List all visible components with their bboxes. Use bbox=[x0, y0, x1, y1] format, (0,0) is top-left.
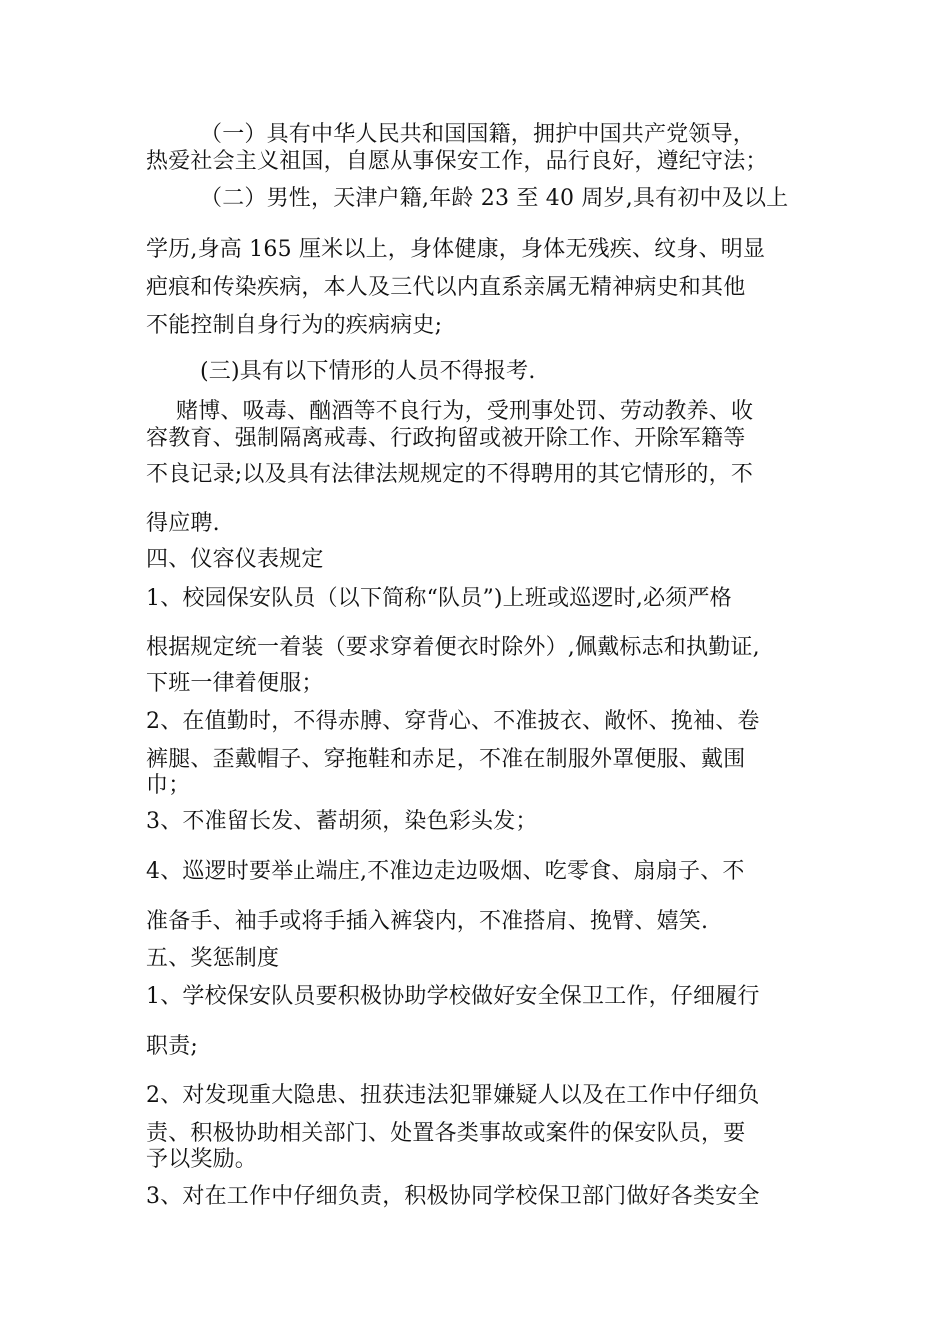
paragraph-line-10: 不良记录;以及具有法律法规规定的不得聘用的其它情形的，不 bbox=[146, 462, 754, 487]
paragraph-line-24: 职责; bbox=[146, 1034, 199, 1059]
paragraph-line-23: 1、学校保安队员要积极协助学校做好安全保卫工作，仔细履行 bbox=[146, 984, 760, 1009]
paragraph-line-26: 责、积极协助相关部门、处置各类事故或案件的保安队员，要 bbox=[146, 1121, 746, 1146]
paragraph-line-19: 3、不准留长发、蓄胡须，染色彩头发； bbox=[146, 809, 538, 834]
paragraph-line-18: 巾； bbox=[146, 773, 191, 798]
paragraph-line-4: 学历,身高 165 厘米以上，身体健康，身体无残疾、纹身、明显 bbox=[146, 237, 766, 262]
paragraph-line-21: 准备手、袖手或将手插入裤袋内，不准搭肩、挽臂、嬉笑. bbox=[146, 909, 709, 934]
paragraph-line-7: (三)具有以下情形的人员不得报考. bbox=[200, 359, 536, 384]
paragraph-line-16: 2、在值勤时，不得赤膊、穿背心、不准披衣、敞怀、挽袖、卷 bbox=[146, 709, 760, 734]
paragraph-line-15: 下班一律着便服； bbox=[146, 671, 324, 696]
paragraph-line-11: 得应聘. bbox=[146, 511, 220, 536]
paragraph-line-2: 热爱社会主义祖国，自愿从事保安工作，品行良好，遵纪守法； bbox=[146, 149, 768, 174]
paragraph-line-27: 予以奖励。 bbox=[146, 1147, 258, 1172]
paragraph-line-9: 容教育、强制隔离戒毒、行政拘留或被开除工作、开除军籍等 bbox=[146, 426, 746, 451]
paragraph-line-14: 根据规定统一着装（要求穿着便衣时除外）,佩戴标志和执勤证, bbox=[146, 635, 760, 660]
paragraph-line-3: （二）男性，天津户籍,年龄 23 至 40 周岁,具有初中及以上 bbox=[200, 186, 789, 211]
paragraph-line-6: 不能控制自身行为的疾病病史; bbox=[146, 313, 443, 338]
paragraph-line-25: 2、对发现重大隐患、扭获违法犯罪嫌疑人以及在工作中仔细负 bbox=[146, 1083, 760, 1108]
section-heading-4: 四、仪容仪表规定 bbox=[146, 547, 324, 572]
paragraph-line-8: 赌博、吸毒、酗酒等不良行为，受刑事处罚、劳动教养、收 bbox=[176, 399, 754, 424]
paragraph-line-13: 1、校园保安队员（以下简称“队员”)上班或巡逻时,必须严格 bbox=[146, 586, 732, 611]
section-heading-5: 五、奖惩制度 bbox=[146, 946, 280, 971]
paragraph-line-28: 3、对在工作中仔细负责，积极协同学校保卫部门做好各类安全 bbox=[146, 1184, 760, 1209]
paragraph-line-17: 裤腿、歪戴帽子、穿拖鞋和赤足，不准在制服外罩便服、戴围 bbox=[146, 747, 746, 772]
paragraph-line-20: 4、巡逻时要举止端庄,不准边走边吸烟、吃零食、扇扇子、不 bbox=[146, 859, 745, 884]
paragraph-line-1: （一）具有中华人民共和国国籍，拥护中国共产党领导， bbox=[200, 122, 756, 147]
paragraph-line-5: 疤痕和传染疾病，本人及三代以内直系亲属无精神病史和其他 bbox=[146, 275, 746, 300]
